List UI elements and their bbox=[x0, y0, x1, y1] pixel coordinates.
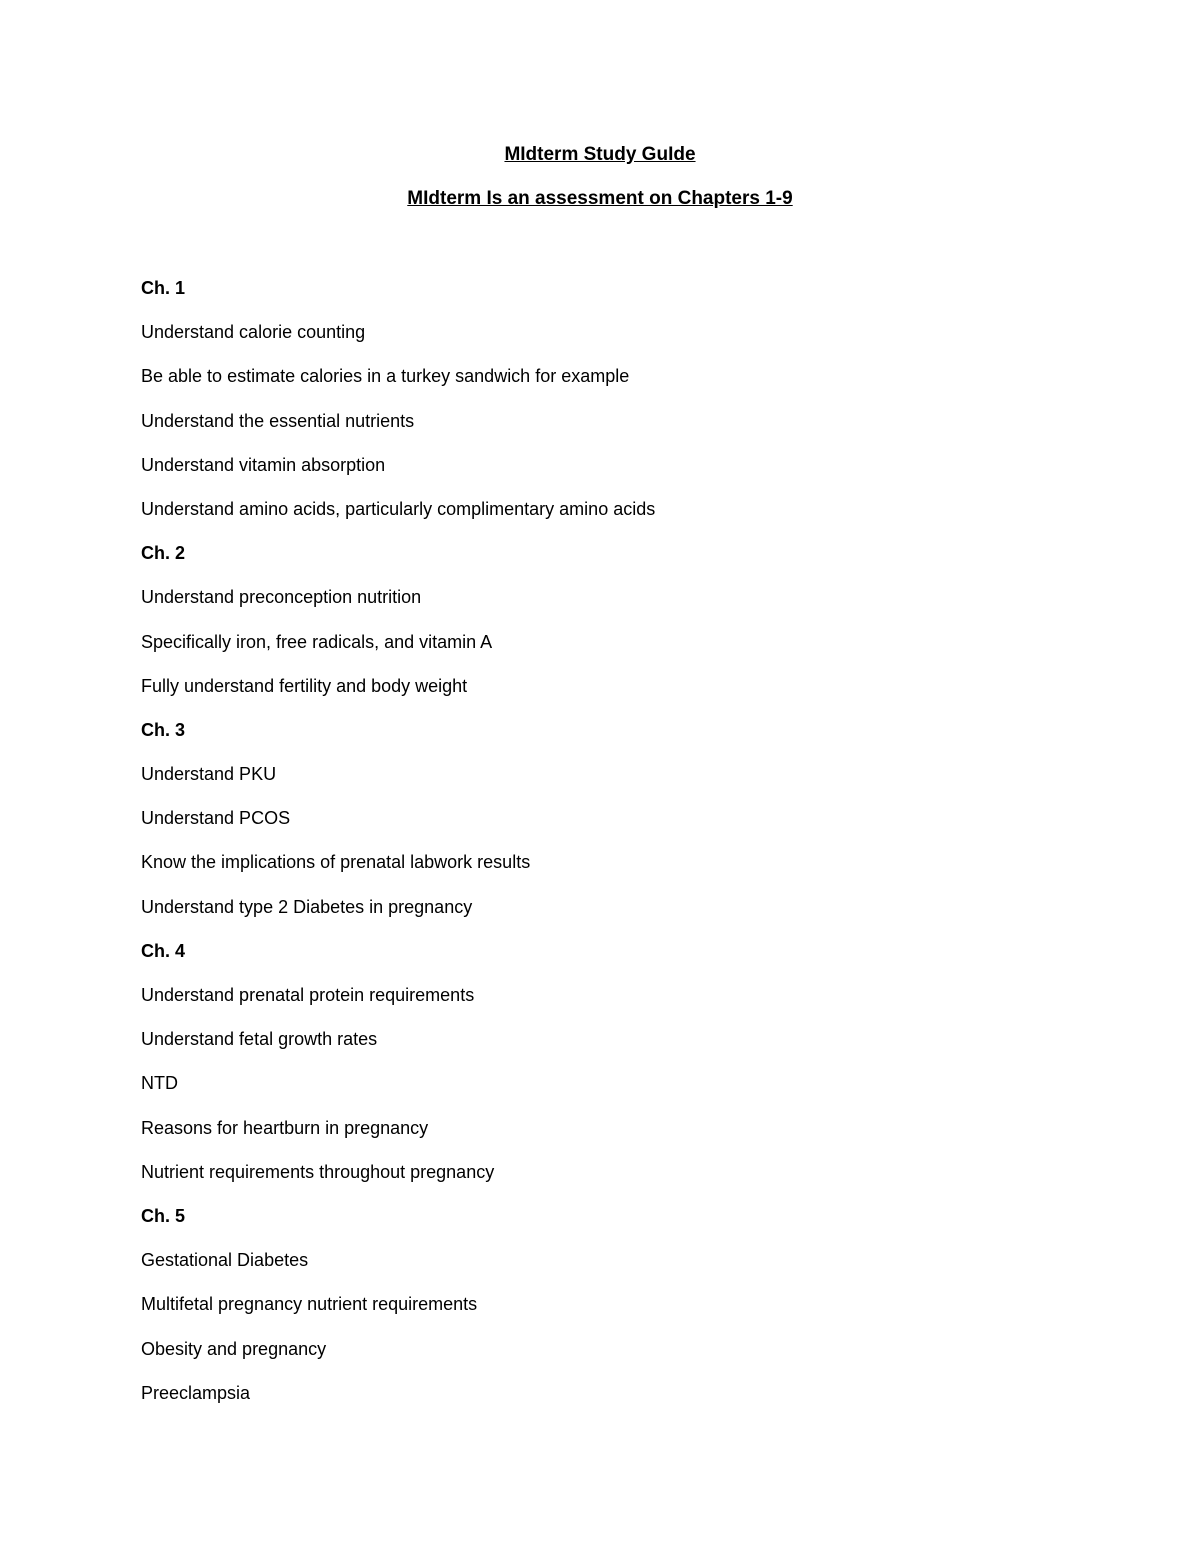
document-title: MIdterm Study GuIde bbox=[504, 144, 696, 165]
study-item: Know the implications of prenatal labwork results bbox=[141, 852, 531, 873]
study-item: Understand calorie counting bbox=[141, 322, 366, 343]
study-item: Understand vitamin absorption bbox=[141, 454, 386, 475]
study-item: Understand PKU bbox=[141, 764, 277, 785]
study-item: Nutrient requirements throughout pregnancy bbox=[141, 1161, 495, 1182]
study-item: Understand prenatal protein requirements bbox=[141, 985, 475, 1005]
study-item: Be able to estimate calories in a turkey sandwich for example bbox=[141, 366, 630, 387]
study-item: Understand fetal growth rates bbox=[141, 1029, 378, 1050]
study-guide-content bbox=[141, 276, 1101, 1425]
chapter-heading: Ch. 2 bbox=[141, 543, 186, 564]
study-item: Reasons for heartburn in pregnancy bbox=[141, 1117, 429, 1138]
study-item: Fully understand fertility and body weight bbox=[141, 675, 468, 696]
study-item: Understand the essential nutrients bbox=[141, 410, 415, 431]
study-item: Specifically iron, free radicals, and vitamin A bbox=[141, 631, 493, 652]
study-item: Obesity and pregnancy bbox=[141, 1338, 327, 1359]
chapter-heading: Ch. 3 bbox=[141, 719, 186, 740]
study-item: Understand preconception nutrition bbox=[141, 587, 422, 608]
chapter-heading: Ch. 4 bbox=[141, 940, 186, 961]
study-item: Understand type 2 Diabetes in pregnancy bbox=[141, 896, 473, 917]
study-item: Preeclampsia bbox=[141, 1382, 251, 1403]
document-subtitle: MIdterm Is an assessment on Chapters 1-9 bbox=[407, 188, 793, 209]
study-item: NTD bbox=[141, 1073, 178, 1094]
chapter-heading: Ch. 5 bbox=[141, 1205, 186, 1226]
study-item: Understand amino acids, particularly complimentary amino acids bbox=[141, 498, 656, 519]
study-item: Gestational Diabetes bbox=[141, 1250, 309, 1271]
study-item: Multifetal pregnancy nutrient requirements bbox=[141, 1294, 478, 1315]
study-item: Understand PCOS bbox=[141, 808, 291, 829]
chapter-heading: Ch. 1 bbox=[141, 278, 186, 298]
